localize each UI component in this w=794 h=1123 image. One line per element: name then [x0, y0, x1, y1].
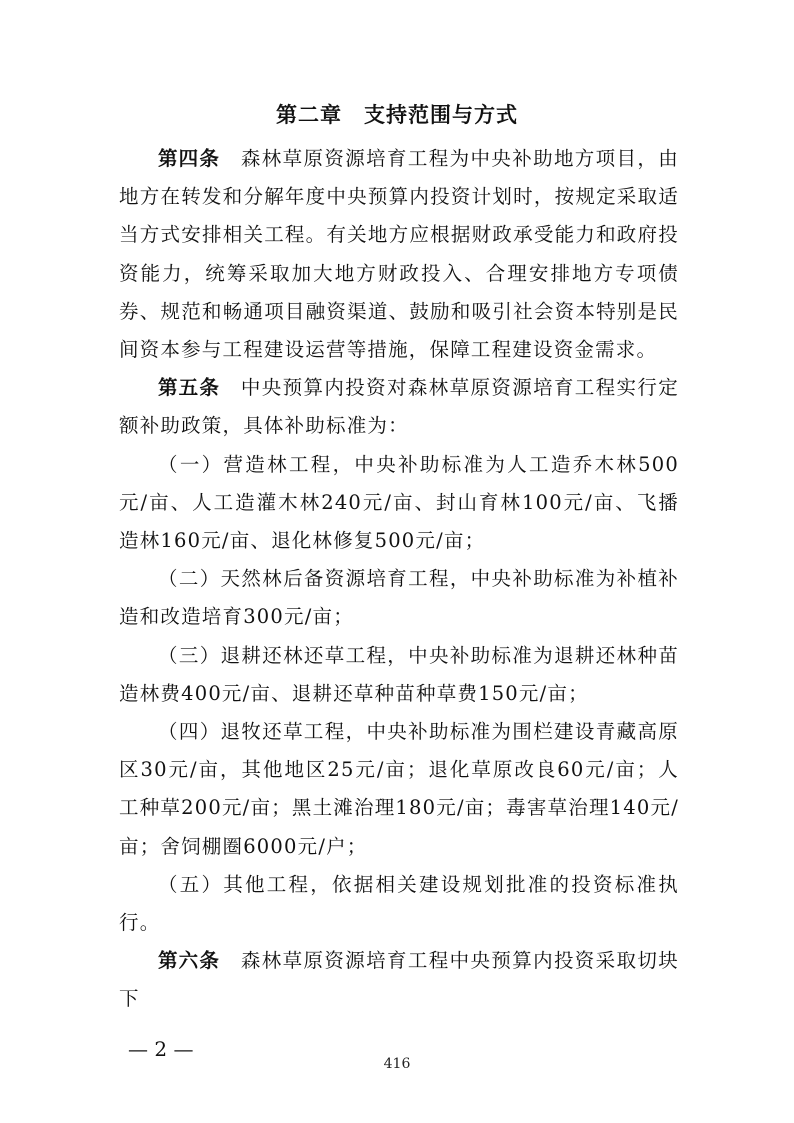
list-item-2 — [119, 560, 679, 636]
article-label: 第六条 — [158, 949, 221, 973]
list-item-3 — [119, 637, 679, 713]
body-text — [119, 140, 679, 1019]
page-number: 416 — [383, 1056, 411, 1072]
article-label: 第五条 — [158, 376, 221, 400]
article-5-paragraph — [119, 369, 679, 445]
paragraph-text: （三）退耕还林还草工程，中央补助标准为退耕还林种苗造林费400元/亩、退耕还草种苗种草费150元/亩； — [119, 643, 679, 705]
page-mark: — 2 — — [128, 1037, 194, 1061]
list-item-5 — [119, 866, 679, 942]
paragraph-text: （二）天然林后备资源培育工程，中央补助标准为补植补造和改造培育300元/亩； — [119, 567, 679, 629]
chapter-title: 第二章 支持范围与方式 — [276, 103, 518, 127]
article-label: 第四条 — [158, 147, 221, 170]
paragraph-text: （四）退牧还草工程，中央补助标准为围栏建设青藏高原区30元/亩，其他地区25元/亩；退化草原改良60元/亩；人工种草200元/亩；黑土滩治理180元/亩；毒害草治理140元/亩；舍饲棚圈6000元/户； — [119, 720, 679, 858]
article-6-paragraph — [119, 942, 679, 1018]
paragraph-text: 中央预算内投资对森林草原资源培育工程实行定额补助政策，具体补助标准为： — [119, 376, 679, 438]
paragraph-text: 森林草原资源培育工程为中央补助地方项目，由地方在转发和分解年度中央预算内投资计划时，按规定采取适当方式安排相关工程。有关地方应根据财政承受能力和政府投资能力，统筹采取加大地方财政投入、合理安排地方专项债券、规范和畅通项目融资渠道、鼓励和吸引社会资本特别是民间资本参与工程建设运营等措施，保障工程建设资金需求。 — [119, 147, 679, 362]
list-item-1 — [119, 446, 679, 561]
paragraph-text: （一）营造林工程，中央补助标准为人工造乔木林500元/亩、人工造灌木林240元/亩、封山育林100元/亩、飞播造林160元/亩、退化林修复500元/亩； — [119, 452, 679, 553]
paragraph-text: （五）其他工程，依据相关建设规划批准的投资标准执行。 — [119, 872, 679, 935]
article-4-paragraph — [119, 140, 679, 369]
list-item-4 — [119, 713, 679, 866]
paragraph-text: 森林草原资源培育工程中央预算内投资采取切块下 — [119, 949, 679, 1011]
